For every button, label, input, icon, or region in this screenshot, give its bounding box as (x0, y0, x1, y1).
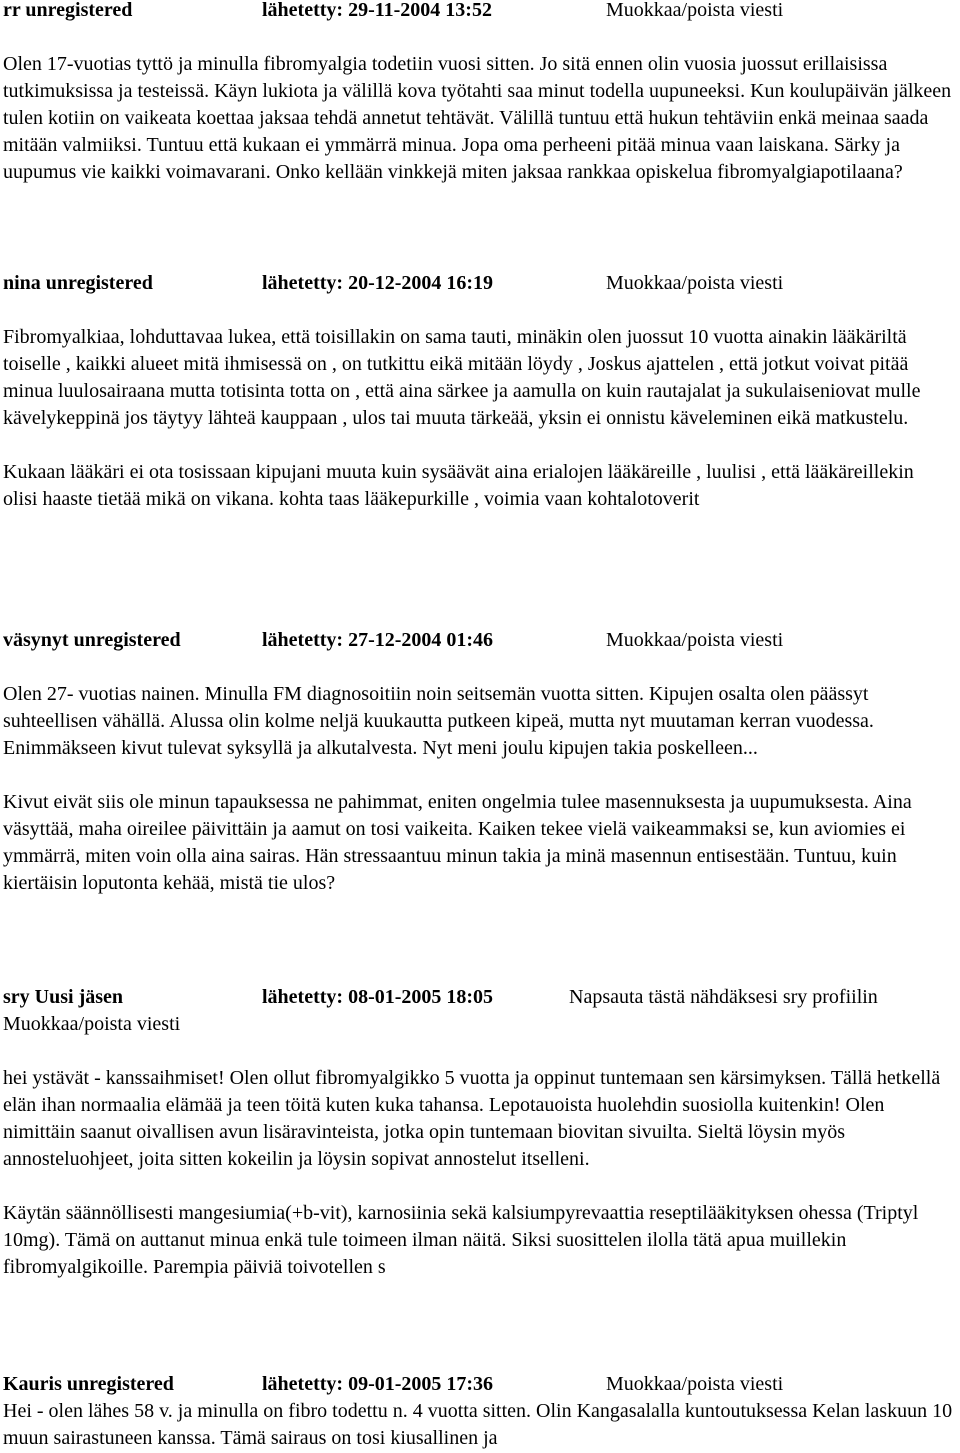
post-header (3, 627, 953, 654)
edit-delete-link[interactable]: Muokkaa/poista viesti (606, 629, 784, 651)
post-body-paragraph: Fibromyalkiaa, lohduttavaa lukea, että toisillakin on sama tauti, minäkin olen juossut 10 vuotta ainakin lääkäriltä toiselle , kaikki alueet mitä ihmisessä on , on tutkittu eikä mitään löydy , Joskus ajattelen , että jotkut voivat pitää minua luulosairaana mutta totisinta totta on , että aina särkee ja aamulla on kuin rautajalat ja sukulaiseniovat mulle kävelykeppinä jos täytyy lähteä kauppaan , ulos tai muuta tärkeää, yksin ei onnistu käveleminen eikä matkustelu. (3, 326, 921, 429)
post-body-paragraph: Hei - olen lähes 58 v. ja minulla on fibro todettu n. 4 vuotta sitten. Olin Kangasalalla kuntoutuksessa Kelan laskuun 10 muun sairastuneen kanssa. Tämä sairaus on tosi kiusallinen ja (3, 1400, 953, 1449)
edit-delete-link[interactable]: Muokkaa/poista viesti (606, 272, 784, 294)
post-header (3, 984, 953, 1038)
post-body-paragraph: Olen 27- vuotias nainen. Minulla FM diagnosoitiin noin seitsemän vuotta sitten. Kipujen osalta olen päässyt suhteellisen vähällä. Alussa olin kolme neljä kuukautta putkeen kipeä, mutta nyt muutaman kerran vuodessa. Enimmäkseen kivut tulevat syksyllä ja alkutalvesta. Nyt meni joulu kipujen takia poskelleen... (3, 683, 874, 759)
post-header (3, 1371, 953, 1398)
post-date: lähetetty: 27-12-2004 01:46 (262, 629, 494, 651)
forum-post (3, 270, 953, 513)
post-body-paragraph: Kukaan lääkäri ei ota tosissaan kipujani muuta kuin sysäävät aina erialojen lääkäreille , luulisi , että lääkäreillekin olisi haaste tietää mikä on vikana. kohta taas lääkepurkille , voimia vaan kohtalotoverit (3, 461, 914, 510)
forum-post (3, 1371, 953, 1452)
edit-delete-link[interactable]: Muokkaa/poista viesti (606, 0, 784, 21)
post-author: sry Uusi jäsen (3, 986, 124, 1008)
profile-link[interactable]: Napsauta tästä nähdäksesi sry profiilin (569, 986, 878, 1008)
post-author: nina unregistered (3, 272, 153, 294)
post-date: lähetetty: 29-11-2004 13:52 (262, 0, 492, 21)
post-date: lähetetty: 09-01-2005 17:36 (262, 1373, 494, 1395)
forum-post (3, 984, 953, 1281)
forum-post (3, 0, 953, 186)
post-body-paragraph: Käytän säännöllisesti mangesiumia(+b-vit), karnosiinia sekä kalsiumpyrevaattia reseptilääkityksen ohessa (Triptyl 10mg). Tämä on auttanut minua enkä tule toimeen ilman näitä. Siksi suosittelen ilolla tätä apua muillekin fibromyalgikoille. Parempia päiviä toivotellen s (3, 1202, 919, 1278)
forum-post (3, 627, 953, 897)
edit-delete-link[interactable]: Muokkaa/poista viesti (3, 1013, 181, 1035)
post-date: lähetetty: 08-01-2005 18:05 (262, 986, 494, 1008)
post-author: Kauris unregistered (3, 1373, 174, 1395)
post-date: lähetetty: 20-12-2004 16:19 (262, 272, 494, 294)
post-author: väsynyt unregistered (3, 629, 181, 651)
edit-delete-link[interactable]: Muokkaa/poista viesti (606, 1373, 784, 1395)
post-header (3, 0, 953, 24)
post-header (3, 270, 953, 297)
post-body-paragraph: Kivut eivät siis ole minun tapauksessa ne pahimmat, eniten ongelmia tulee masennuksesta ja uupumuksesta. Aina väsyttää, maha oireilee päivittäin ja aamut on tosi vaikeita. Kaiken tekee vielä vaikeammaksi se, kun aviomies ei ymmärrä, miten voin olla aina sairas. Hän stressaantuu minun takia ja minä masennun entisestään. Tuntuu, kuin kiertäisin loputonta kehää, mistä tie ulos? (3, 791, 912, 894)
post-body-paragraph: hei ystävät - kanssaihmiset! Olen ollut fibromyalgikko 5 vuotta ja oppinut tuntemaan sen kärsimyksen. Tällä hetkellä elän ihan normaalia elämää ja teen töitä kuten kuka tahansa. Lepotauoista huolehdin suosiolla kuitenkin! Olen nimittäin saanut oivallisen avun lisäravinteista, jotka opin tuntemaan biovitan sivuilta. Sieltä löysin myös annosteluohjeet, joita sitten kokeilin ja löysin sopivat annostelut itselleni. (3, 1067, 941, 1170)
post-body-paragraph: Olen 17-vuotias tyttö ja minulla fibromyalgia todetiin vuosi sitten. Jo sitä ennen olin vuosia juossut erillaisissa tutkimuksissa ja testeissä. Käyn lukiota ja välillä kova työtahti saa minut todella uupuneeksi. Kun koulupäivän jälkeen tulen kotiin on vaikeata koettaa jaksaa tehdä annetut tehtävät. Välillä tuntuu että hukun tehtäviin enkä meinaa saada mitään valmiiksi. Tuntuu että kukaan ei ymmärrä minua. Jopa oma perheeni pitää minua vaan laiskana. Särky ja uupumus vie kaikki voimavarani. Onko kellään vinkkejä miten jaksaa rankkaa opiskelua fibromyalgiapotilaana? (3, 53, 952, 183)
post-author: rr unregistered (3, 0, 133, 21)
